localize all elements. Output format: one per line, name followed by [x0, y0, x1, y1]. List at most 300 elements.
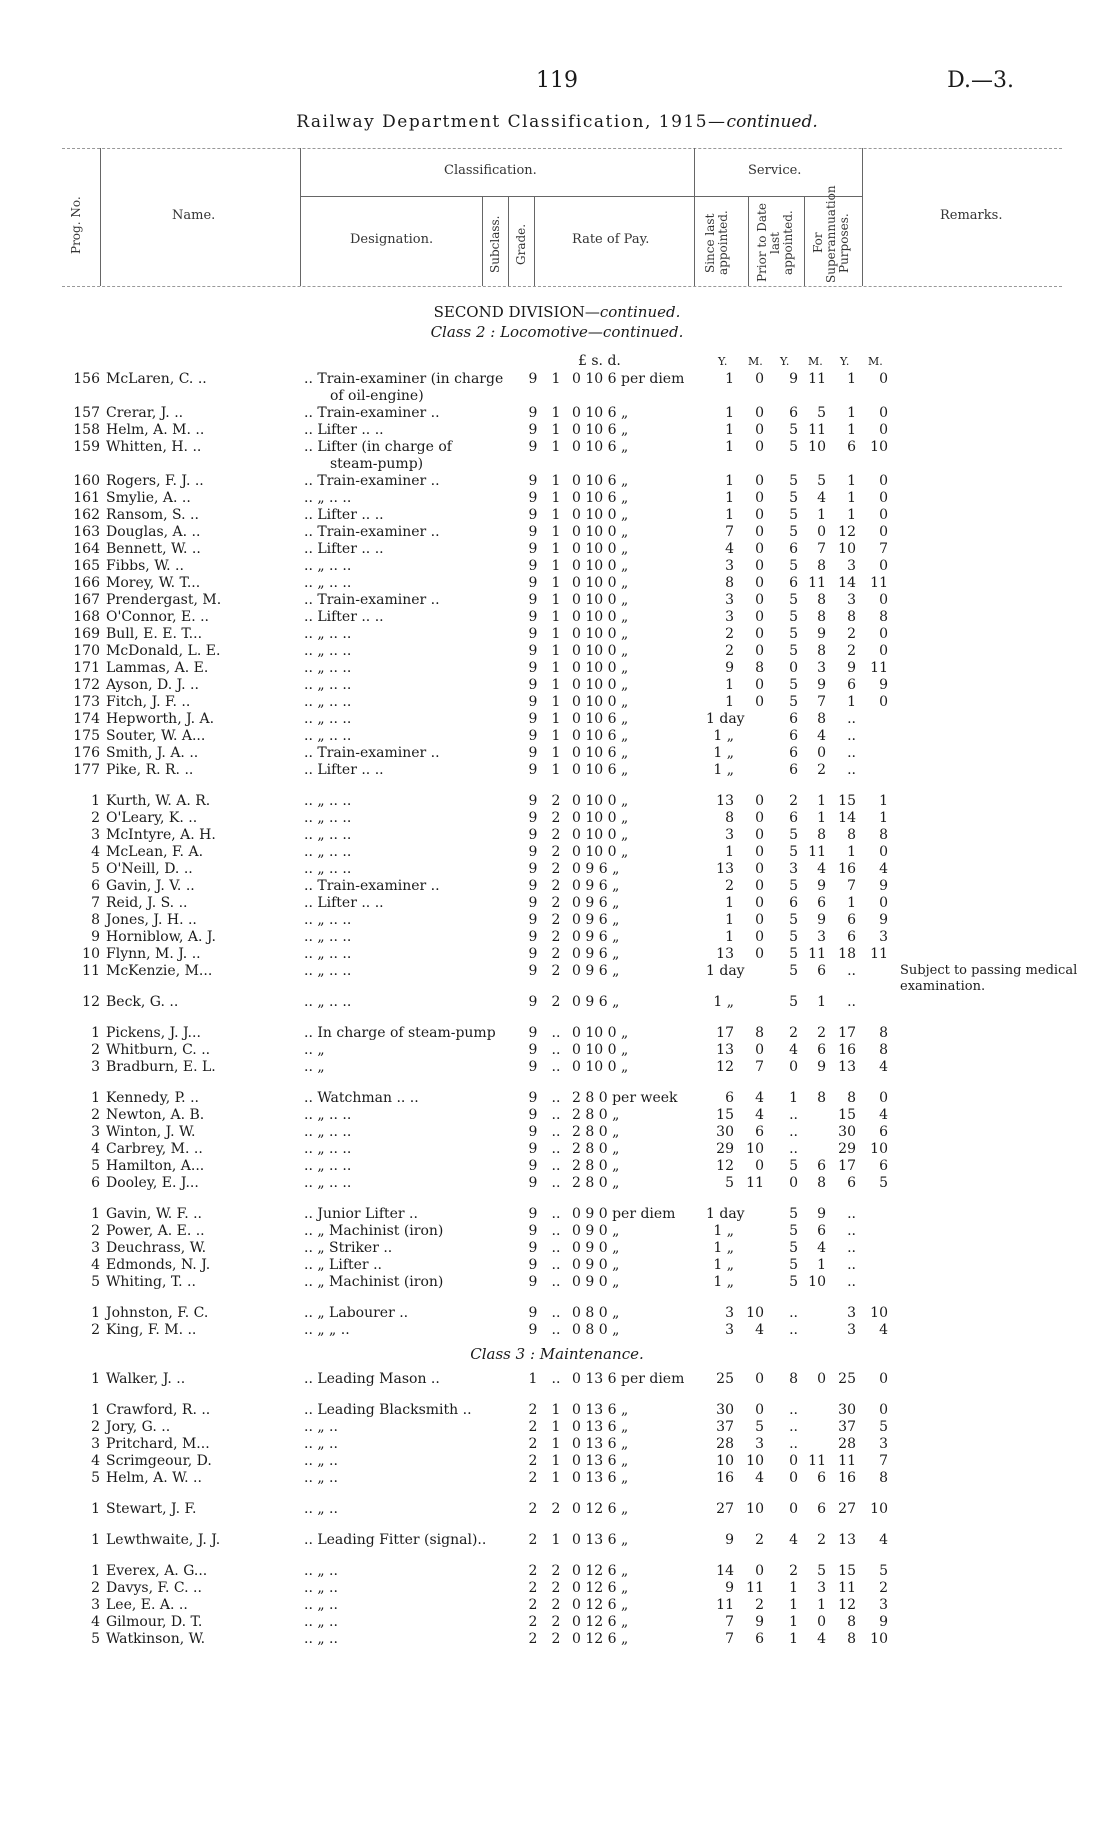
- cell-y1: 13: [716, 1042, 734, 1058]
- cell-gr: 1: [551, 694, 561, 710]
- cell-name: Helm, A. W. ..: [106, 1470, 202, 1486]
- cell-name: Stewart, J. F.: [106, 1501, 197, 1517]
- table-row: [0, 1419, 1114, 1436]
- cell-m3: 9: [879, 878, 888, 894]
- cell-m3: 0: [879, 694, 888, 710]
- cell-n: 172: [73, 677, 100, 693]
- cell-y3: 6: [847, 1175, 856, 1191]
- cell-des2: of oil-engine): [330, 388, 424, 404]
- cell-y3: 16: [838, 861, 856, 877]
- cell-gr: 2: [551, 1563, 561, 1579]
- cell-des: .. „ .. ..: [304, 694, 352, 710]
- cell-rate: 2 8 0 „: [572, 1158, 620, 1174]
- cell-y1: 3: [725, 609, 734, 625]
- cell-rate: 0 12 6 „: [572, 1597, 629, 1613]
- cell-rate: 0 10 6 „: [572, 762, 629, 778]
- cell-m1: 0: [755, 558, 764, 574]
- cell-m2: 7: [817, 541, 826, 557]
- cell-m3: 4: [879, 861, 888, 877]
- cell-m2: 9: [817, 1206, 826, 1222]
- table-row: [0, 422, 1114, 439]
- cell-n: 1: [91, 1090, 100, 1106]
- cell-y2: 5: [789, 592, 798, 608]
- cell-m3: 0: [879, 473, 888, 489]
- cell-n: 5: [91, 1158, 100, 1174]
- cell-m1: 8: [755, 1025, 764, 1041]
- header-divider: [100, 148, 101, 286]
- cell-rate: 0 10 0 „: [572, 541, 629, 557]
- cell-sub: 9: [528, 728, 538, 744]
- cell-y1: 1 day: [706, 1206, 745, 1222]
- cell-y2: 0: [789, 1453, 798, 1469]
- cell-y3: 7: [847, 878, 856, 894]
- cell-gr: 1: [551, 507, 561, 523]
- cell-m2: 11: [808, 575, 826, 591]
- cell-des: .. „ .. ..: [304, 963, 352, 979]
- cell-y1: 5: [725, 1175, 734, 1191]
- cell-y3: 3: [847, 1305, 856, 1321]
- cell-m2: 11: [808, 371, 826, 387]
- cell-rate: 0 9 6 „: [572, 946, 620, 962]
- cell-m1: 0: [755, 1042, 764, 1058]
- table-row: [0, 1580, 1114, 1597]
- cell-name: Scrimgeour, D.: [106, 1453, 212, 1469]
- cell-y2: 3: [789, 861, 798, 877]
- cell-rate: 0 9 6 „: [572, 963, 620, 979]
- cell-rate: 0 10 6 „: [572, 422, 629, 438]
- cell-gr: 2: [551, 878, 561, 894]
- cell-gr: 1: [551, 609, 561, 625]
- table-row: [0, 963, 1114, 994]
- cell-y2: 0: [789, 1470, 798, 1486]
- cell-n: 12: [82, 994, 100, 1010]
- cell-y2: ..: [789, 1436, 798, 1452]
- cell-gr: 1: [551, 575, 561, 591]
- cell-m1: 0: [755, 626, 764, 642]
- cell-y1: 2: [725, 878, 734, 894]
- cell-rate: 0 10 0 „: [572, 1042, 629, 1058]
- cell-name: Souter, W. A...: [106, 728, 206, 744]
- cell-m3: 0: [879, 405, 888, 421]
- cell-m3: 5: [879, 1175, 888, 1191]
- page-reference: D.—3.: [947, 68, 1014, 93]
- page-number: 119: [536, 68, 578, 93]
- cell-n: 161: [73, 490, 100, 506]
- cell-name: Smith, J. A. ..: [106, 745, 199, 761]
- cell-name: Pritchard, M...: [106, 1436, 210, 1452]
- cell-rate: 0 10 0 „: [572, 1059, 629, 1075]
- table-row: [0, 1042, 1114, 1059]
- cell-gr: ..: [551, 1107, 561, 1123]
- cell-rate: 0 10 0 „: [572, 626, 629, 642]
- class3-text: Class 3 : Maintenance.: [470, 1345, 644, 1363]
- cell-des: .. Leading Fitter (signal)..: [304, 1532, 487, 1548]
- cell-n: 5: [91, 1274, 100, 1290]
- cell-y2: 2: [789, 793, 798, 809]
- cell-m1: 0: [755, 643, 764, 659]
- cell-m1: 11: [746, 1175, 764, 1191]
- table-row: [0, 793, 1114, 810]
- cell-y1: 1: [725, 371, 734, 387]
- table-row: [0, 929, 1114, 946]
- cell-rate: 0 10 6 „: [572, 439, 629, 455]
- cell-m1: 0: [755, 861, 764, 877]
- cell-sub: 9: [528, 994, 538, 1010]
- class2-text: Class 2 : Locomotive—continued.: [430, 323, 684, 341]
- cell-y2: 8: [789, 1371, 798, 1387]
- cell-y3: 8: [847, 827, 856, 843]
- cell-y2: 5: [789, 1274, 798, 1290]
- cell-rate: 0 9 6 „: [572, 878, 620, 894]
- header-top-rule: [62, 148, 1062, 149]
- cell-sub: 9: [528, 677, 538, 693]
- cell-m3: 0: [879, 643, 888, 659]
- cell-m3: 9: [879, 1614, 888, 1630]
- table-row: [0, 1059, 1114, 1076]
- cell-name: Pickens, J. J...: [106, 1025, 201, 1041]
- cell-y1: 1: [725, 405, 734, 421]
- cell-n: 170: [73, 643, 100, 659]
- cell-name: Power, A. E. ..: [106, 1223, 205, 1239]
- cell-des: .. „: [304, 1042, 325, 1058]
- cell-sub: 9: [528, 694, 538, 710]
- cell-m1: 4: [755, 1090, 764, 1106]
- cell-name: Bradburn, E. L.: [106, 1059, 216, 1075]
- table-row: [0, 1371, 1114, 1388]
- cell-m3: 10: [870, 1141, 888, 1157]
- cell-y1: 30: [716, 1124, 734, 1140]
- cell-m3: 11: [870, 575, 888, 591]
- cell-gr: ..: [551, 1059, 561, 1075]
- cell-y2: 4: [789, 1532, 798, 1548]
- cell-m2: 6: [817, 895, 826, 911]
- cell-rate: 0 9 0 „: [572, 1274, 620, 1290]
- cell-y1: 12: [716, 1059, 734, 1075]
- header-since-last: Since last appointed.: [703, 210, 730, 276]
- cell-name: McDonald, L. E.: [106, 643, 221, 659]
- cell-m1: 7: [755, 1059, 764, 1075]
- cell-y3: 6: [847, 439, 856, 455]
- cell-y3: ..: [847, 1223, 856, 1239]
- cell-sub: 9: [528, 1240, 538, 1256]
- cell-m1: 0: [755, 1158, 764, 1174]
- cell-sub: 9: [528, 1223, 538, 1239]
- cell-m3: 10: [870, 1631, 888, 1647]
- cell-y2: 6: [789, 575, 798, 591]
- cell-sub: 9: [528, 524, 538, 540]
- table-row: [0, 745, 1114, 762]
- cell-y2: 0: [789, 1501, 798, 1517]
- cell-m1: 0: [755, 473, 764, 489]
- cell-m1: 0: [755, 541, 764, 557]
- cell-name: Douglas, A. ..: [106, 524, 201, 540]
- cell-rate: 0 10 0 „: [572, 677, 629, 693]
- cell-y3: 15: [838, 793, 856, 809]
- cell-m2: 8: [817, 827, 826, 843]
- cell-y2: 1: [789, 1580, 798, 1596]
- cell-n: 6: [91, 878, 100, 894]
- cell-m2: 6: [817, 1042, 826, 1058]
- cell-y1: 1 day: [706, 963, 745, 979]
- cell-sub: 2: [528, 1614, 538, 1630]
- cell-n: 2: [91, 1042, 100, 1058]
- cell-m3: 1: [879, 810, 888, 826]
- cell-gr: 2: [551, 827, 561, 843]
- table-row: [0, 592, 1114, 609]
- cell-m1: 2: [755, 1532, 764, 1548]
- cell-rate: 0 10 0 „: [572, 558, 629, 574]
- class2-heading: [0, 323, 1114, 341]
- cell-y1: 1 „: [713, 1223, 734, 1239]
- cell-sub: 2: [528, 1453, 538, 1469]
- cell-m3: 8: [879, 827, 888, 843]
- cell-y3: 18: [838, 946, 856, 962]
- cell-m2: 3: [817, 929, 826, 945]
- cell-n: 2: [91, 1223, 100, 1239]
- cell-des: .. „ .. ..: [304, 1141, 352, 1157]
- cell-des: .. „ ..: [304, 1470, 338, 1486]
- cell-rate: 2 8 0 „: [572, 1175, 620, 1191]
- cell-m3: 8: [879, 1025, 888, 1041]
- cell-m2: 8: [817, 609, 826, 625]
- cell-y1: 37: [716, 1419, 734, 1435]
- cell-y1: 1 „: [713, 1257, 734, 1273]
- cell-gr: 1: [551, 728, 561, 744]
- cell-m1: 8: [755, 660, 764, 676]
- cell-m2: 6: [817, 1223, 826, 1239]
- cell-y1: 1: [725, 422, 734, 438]
- cell-name: Fitch, J. F. ..: [106, 694, 191, 710]
- table-row: [0, 473, 1114, 490]
- cell-name: Prendergast, M.: [106, 592, 222, 608]
- cell-m1: 5: [755, 1419, 764, 1435]
- cell-rate: 0 10 0 „: [572, 609, 629, 625]
- cell-des: .. „: [304, 1059, 325, 1075]
- cell-des: .. „ ..: [304, 1631, 338, 1647]
- table-row: [0, 1206, 1114, 1223]
- cell-y2: ..: [789, 1419, 798, 1435]
- cell-sub: 9: [528, 1206, 538, 1222]
- cell-rate: 0 12 6 „: [572, 1501, 629, 1517]
- cell-rate: 0 9 6 „: [572, 895, 620, 911]
- cell-des: .. „ .. ..: [304, 558, 352, 574]
- cell-y3: 15: [838, 1107, 856, 1123]
- header-remarks: Remarks.: [940, 208, 1003, 223]
- table-row-continuation: [0, 456, 1114, 473]
- table-row: [0, 1257, 1114, 1274]
- header-service: Service.: [748, 163, 802, 178]
- cell-gr: 2: [551, 912, 561, 928]
- cell-des: .. „ .. ..: [304, 827, 352, 843]
- cell-m1: 0: [755, 946, 764, 962]
- cell-m3: 8: [879, 1470, 888, 1486]
- cell-m2: 0: [817, 745, 826, 761]
- cell-name: Morey, W. T...: [106, 575, 201, 591]
- cell-des: .. Train-examiner ..: [304, 405, 440, 421]
- cell-des: .. „ .. ..: [304, 946, 352, 962]
- cell-y3: 8: [847, 609, 856, 625]
- cell-y2: 6: [789, 711, 798, 727]
- cell-y3: 16: [838, 1470, 856, 1486]
- cell-des: .. „ .. ..: [304, 1107, 352, 1123]
- cell-m2: 10: [808, 439, 826, 455]
- cell-y3: ..: [847, 728, 856, 744]
- cell-sub: 2: [528, 1402, 538, 1418]
- cell-rate: 0 8 0 „: [572, 1305, 620, 1321]
- cell-des: .. „ Lifter ..: [304, 1257, 382, 1273]
- cell-y1: 3: [725, 1322, 734, 1338]
- cell-gr: ..: [551, 1175, 561, 1191]
- cell-rate: 0 10 0 „: [572, 844, 629, 860]
- cell-y1: 25: [716, 1371, 734, 1387]
- cell-y3: ..: [847, 1274, 856, 1290]
- header-name: Name.: [172, 208, 216, 223]
- cell-y3: 17: [838, 1158, 856, 1174]
- cell-n: 158: [73, 422, 100, 438]
- cell-m1: 0: [755, 490, 764, 506]
- cell-n: 166: [73, 575, 100, 591]
- cell-rate: 0 9 0 „: [572, 1223, 620, 1239]
- cell-m2: 0: [817, 1371, 826, 1387]
- cell-des: .. „ ..: [304, 1436, 338, 1452]
- cell-des: .. Leading Mason ..: [304, 1371, 440, 1387]
- cell-sub: 9: [528, 1274, 538, 1290]
- cell-n: 8: [91, 912, 100, 928]
- cell-y3: 1: [847, 490, 856, 506]
- header-classification: Classification.: [444, 163, 537, 178]
- cell-y2: 0: [789, 1175, 798, 1191]
- cell-y2: 5: [789, 677, 798, 693]
- cell-m3: 7: [879, 1453, 888, 1469]
- cell-sub: 2: [528, 1563, 538, 1579]
- cell-sub: 9: [528, 422, 538, 438]
- cell-n: 173: [73, 694, 100, 710]
- cell-y2: 5: [789, 524, 798, 540]
- cell-m1: 0: [755, 1371, 764, 1387]
- cell-m2: 5: [817, 1563, 826, 1579]
- cell-name: Hamilton, A...: [106, 1158, 205, 1174]
- classification-rule: [300, 196, 694, 197]
- cell-gr: ..: [551, 1090, 561, 1106]
- cell-des: .. Lifter .. ..: [304, 762, 384, 778]
- cell-y3: 14: [838, 810, 856, 826]
- cell-n: 1: [91, 793, 100, 809]
- cell-name: McIntyre, A. H.: [106, 827, 216, 843]
- cell-rate: 0 12 6 „: [572, 1563, 629, 1579]
- cell-sub: 9: [528, 1158, 538, 1174]
- cell-y2: 6: [789, 810, 798, 826]
- cell-m2: 3: [817, 660, 826, 676]
- cell-m3: 0: [879, 1371, 888, 1387]
- table-row: [0, 827, 1114, 844]
- cell-m3: 0: [879, 844, 888, 860]
- cell-m2: 9: [817, 677, 826, 693]
- cell-gr: 1: [551, 1532, 561, 1548]
- cell-m2: 4: [817, 1240, 826, 1256]
- cell-gr: 2: [551, 861, 561, 877]
- table-row: [0, 1532, 1114, 1549]
- cell-y3: 13: [838, 1532, 856, 1548]
- cell-name: McLean, F. A.: [106, 844, 204, 860]
- cell-gr: 1: [551, 745, 561, 761]
- cell-gr: 2: [551, 1614, 561, 1630]
- cell-des2: steam-pump): [330, 456, 424, 472]
- table-row: [0, 524, 1114, 541]
- table-row: [0, 405, 1114, 422]
- cell-gr: 1: [551, 558, 561, 574]
- cell-sub: 9: [528, 810, 538, 826]
- cell-y1: 1 „: [713, 1240, 734, 1256]
- cell-gr: 2: [551, 1597, 561, 1613]
- cell-rate: 0 13 6 „: [572, 1419, 629, 1435]
- table-row: [0, 1090, 1114, 1107]
- table-row: [0, 1436, 1114, 1453]
- cell-m2: 4: [817, 1631, 826, 1647]
- cell-m2: 9: [817, 1059, 826, 1075]
- cell-y1: 16: [716, 1470, 734, 1486]
- cell-m1: 0: [755, 507, 764, 523]
- cell-m2: 1: [817, 507, 826, 523]
- cell-m1: 4: [755, 1107, 764, 1123]
- cell-m2: 1: [817, 1257, 826, 1273]
- table-row: [0, 1107, 1114, 1124]
- cell-y1: 8: [725, 575, 734, 591]
- cell-sub: 9: [528, 1175, 538, 1191]
- cell-gr: 1: [551, 1470, 561, 1486]
- header-rate: Rate of Pay.: [572, 232, 650, 247]
- cell-y2: 4: [789, 1042, 798, 1058]
- cell-y1: 1: [725, 490, 734, 506]
- cell-m3: 5: [879, 1563, 888, 1579]
- cell-y1: 11: [716, 1597, 734, 1613]
- cell-m3: 11: [870, 660, 888, 676]
- cell-gr: ..: [551, 1257, 561, 1273]
- cell-rate: 0 10 0 „: [572, 793, 629, 809]
- table-row: [0, 1175, 1114, 1192]
- cell-des: .. Lifter .. ..: [304, 895, 384, 911]
- cell-y3: 11: [838, 1580, 856, 1596]
- cell-rate: 0 10 6 „: [572, 745, 629, 761]
- cell-m2: 11: [808, 1453, 826, 1469]
- cell-m2: 11: [808, 844, 826, 860]
- cell-gr: 1: [551, 762, 561, 778]
- cell-sub: 9: [528, 711, 538, 727]
- cell-gr: 1: [551, 677, 561, 693]
- cell-des: .. Train-examiner ..: [304, 745, 440, 761]
- cell-rate: 0 9 6 „: [572, 994, 620, 1010]
- cell-y3: 6: [847, 912, 856, 928]
- cell-name: Fibbs, W. ..: [106, 558, 184, 574]
- cell-y2: 5: [789, 439, 798, 455]
- table-row: [0, 728, 1114, 745]
- cell-gr: ..: [551, 1042, 561, 1058]
- cell-y2: 5: [789, 994, 798, 1010]
- cell-y3: 8: [847, 1614, 856, 1630]
- cell-m3: 8: [879, 1042, 888, 1058]
- cell-sub: 9: [528, 541, 538, 557]
- cell-y2: 5: [789, 1206, 798, 1222]
- table-row: [0, 844, 1114, 861]
- cell-n: 1: [91, 1501, 100, 1517]
- cell-name: Horniblow, A. J.: [106, 929, 216, 945]
- cell-des: .. „ ..: [304, 1501, 338, 1517]
- cell-n: 2: [91, 1322, 100, 1338]
- cell-y2: 6: [789, 728, 798, 744]
- cell-m2: 11: [808, 946, 826, 962]
- cell-y1: 1 „: [713, 762, 734, 778]
- cell-y3: 6: [847, 929, 856, 945]
- table-row: [0, 1141, 1114, 1158]
